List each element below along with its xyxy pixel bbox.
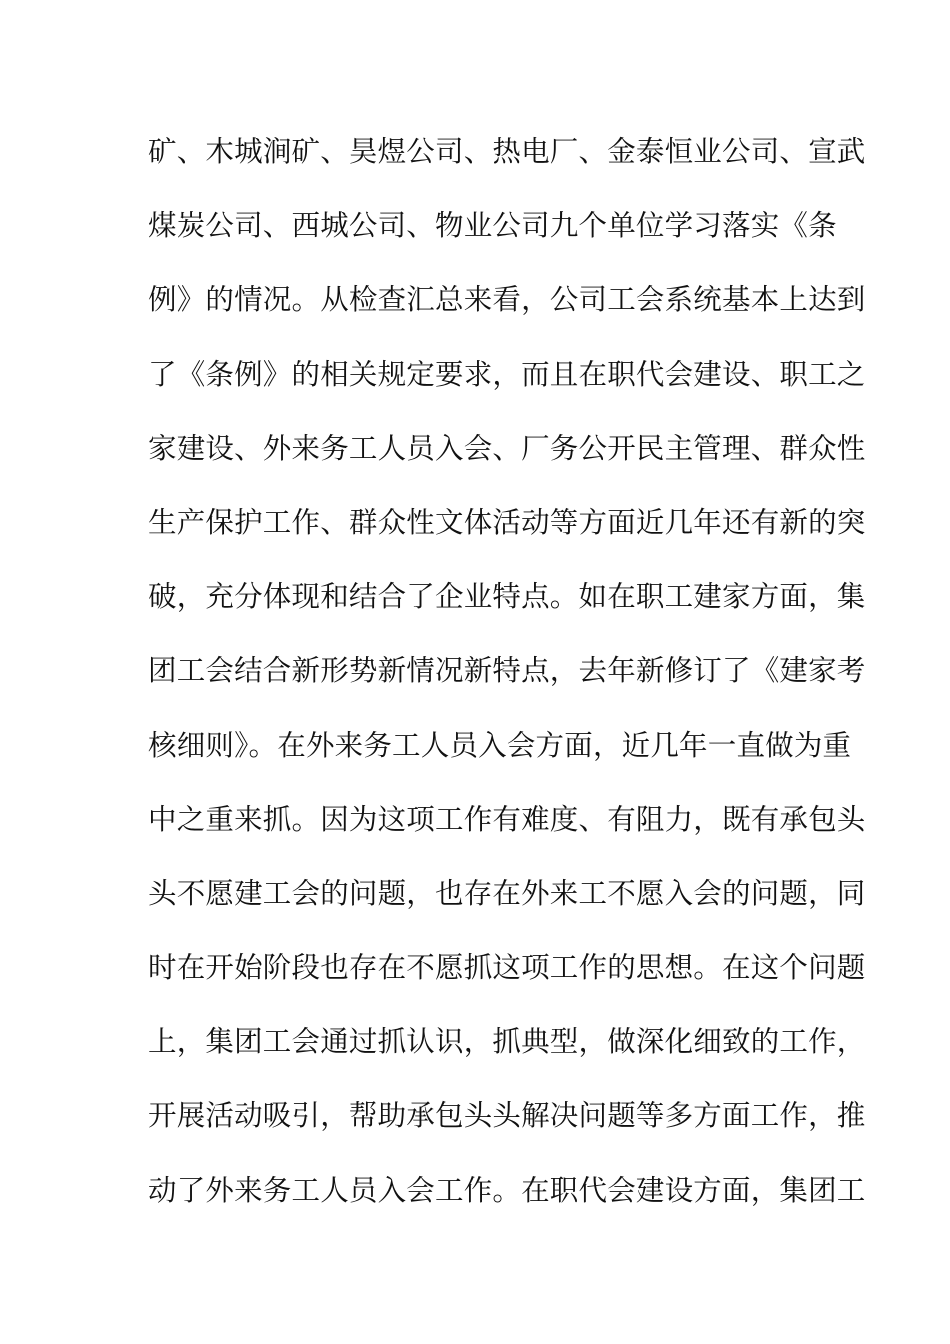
text-line: 上，集团工会通过抓认识，抓典型，做深化细致的工作， — [148, 1025, 866, 1059]
text-line: 生产保护工作、群众性文体活动等方面近几年还有新的突 — [148, 505, 866, 539]
text-line: 开展活动吸引，帮助承包头头解决问题等多方面工作，推 — [148, 1099, 866, 1133]
body-paragraph — [148, 126, 866, 1239]
text-line: 矿、木城涧矿、昊煜公司、热电厂、金泰恒业公司、宣武 — [148, 135, 866, 168]
text-line: 核细则》。在外来务工人员入会方面，近几年一直做为重 — [148, 728, 852, 762]
text-line: 家建设、外来务工人员入会、厂务公开民主管理、群众性 — [148, 431, 866, 465]
text-line: 例》的情况。从检查汇总来看，公司工会系统基本上达到 — [148, 283, 866, 317]
text-line: 了《条例》的相关规定要求，而且在职代会建设、职工之 — [148, 357, 866, 391]
text-line: 团工会结合新形势新情况新特点，去年新修订了《建家考 — [148, 654, 866, 688]
text-line: 时在开始阶段也存在不愿抓这项工作的思想。在这个问题 — [148, 951, 866, 985]
text-line: 头不愿建工会的问题，也存在外来工不愿入会的问题，同 — [148, 876, 866, 910]
text-line: 动了外来务工人员入会工作。在职代会建设方面，集团工 — [148, 1173, 866, 1207]
text-line: 煤炭公司、西城公司、物业公司九个单位学习落实《条 — [148, 209, 837, 243]
text-line: 破，充分体现和结合了企业特点。如在职工建家方面，集 — [148, 580, 866, 614]
text-line: 中之重来抓。因为这项工作有难度、有阻力，既有承包头 — [148, 802, 866, 836]
